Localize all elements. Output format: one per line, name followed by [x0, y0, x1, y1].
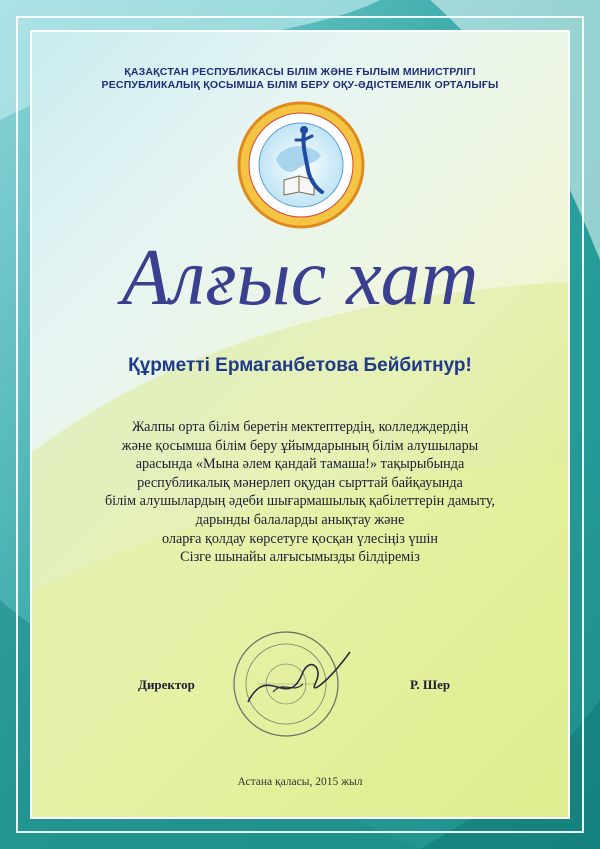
center-emblem-logo: [236, 100, 366, 230]
body-line: дарынды балаларды анықтау және: [195, 511, 405, 528]
title-text: Алғыс хат: [121, 234, 479, 322]
official-stamp-signature: [228, 622, 358, 740]
gratitude-body: [60, 418, 540, 567]
body-line: арасында «Мына әлем қандай тамаша!» тақырыбында: [135, 456, 465, 473]
body-line: және қосымша білім беру ұйымдарының білім алушылары: [121, 437, 479, 454]
body-line: Жалпы орта білім беретін мектептердің, колледждердің: [131, 419, 469, 435]
body-line: Сізге шынайы алғысымызды білдіреміз: [180, 549, 420, 566]
body-line: республикалық мәнерлеп оқудан сырттай байқауында: [137, 474, 463, 491]
center-title: РЕСПУБЛИКАЛЫҚ ҚОСЫМША БІЛІМ БЕРУ ОҚУ-ӘДІСТЕМЕЛІК ОРТАЛЫҒЫ: [101, 79, 499, 91]
signatory-role: Директор: [138, 677, 195, 692]
signatory-name: Р. Шер: [410, 677, 451, 692]
title-script: [0, 232, 600, 324]
body-line: білім алушылардың әдеби шығармашылық қабілеттерін дамыту,: [104, 493, 496, 510]
place-and-year: Астана қаласы, 2015 жыл: [237, 776, 363, 788]
ministry-title: ҚАЗАҚСТАН РЕСПУБЛИКАСЫ БІЛІМ ЖӘНЕ ҒЫЛЫМ МИНИСТРЛІГІ: [124, 66, 476, 78]
recipient-greeting: Құрметті Ермаганбетова Бейбитнур!: [128, 355, 472, 376]
body-line: оларға қолдау көрсетуге қосқан үлесіңіз үшін: [161, 530, 439, 547]
